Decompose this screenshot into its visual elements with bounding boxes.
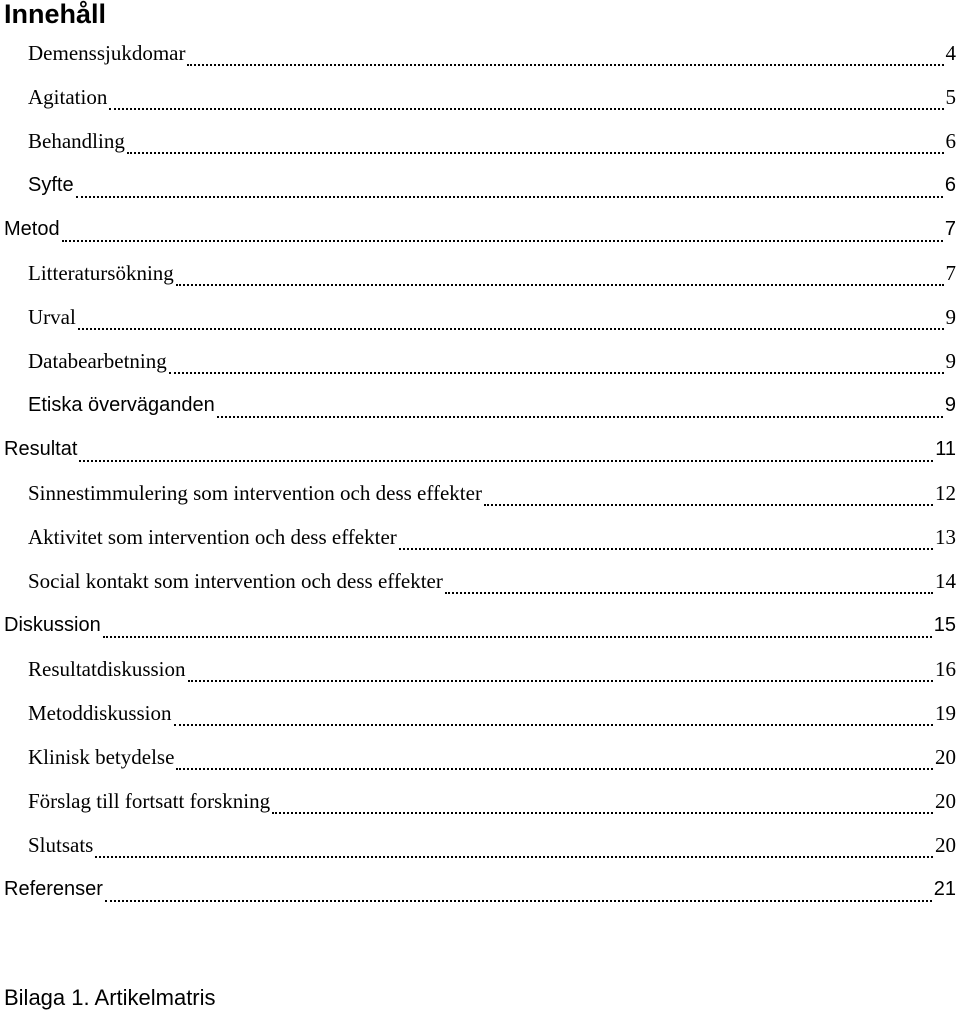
toc-entry-page-number: 13: [935, 524, 956, 549]
toc-entry[interactable]: [0, 163, 960, 207]
toc-entry-page-number: 6: [945, 128, 956, 153]
toc-dot-leader: [95, 836, 933, 858]
toc-entry[interactable]: [0, 119, 960, 163]
toc-dot-leader: [76, 176, 943, 198]
toc-entry-page-number: 20: [935, 744, 956, 769]
toc-dot-leader: [272, 792, 933, 814]
toc-entry-page-number: 11: [935, 437, 956, 460]
toc-dot-leader: [62, 220, 943, 242]
toc-entry[interactable]: [0, 515, 960, 559]
toc-entry-label: Social kontakt som intervention och dess effekter: [28, 568, 443, 593]
toc-entry[interactable]: [0, 603, 960, 647]
toc-entry-label: Aktivitet som intervention och dess effekter: [28, 524, 397, 549]
table-of-contents: [0, 31, 960, 911]
toc-dot-leader: [484, 484, 933, 506]
toc-entry-label: Sinnestimmulering som intervention och dess effekter: [28, 480, 482, 505]
toc-entry-page-number: 7: [945, 260, 956, 285]
toc-entry-label: Litteratursökning: [28, 260, 174, 285]
toc-dot-leader: [127, 132, 944, 154]
toc-dot-leader: [445, 572, 933, 594]
toc-dot-leader: [169, 352, 944, 374]
toc-entry[interactable]: [0, 427, 960, 471]
toc-entry-page-number: 15: [933, 613, 956, 636]
toc-entry-page-number: 4: [945, 40, 956, 65]
toc-entry-label: Diskussion: [4, 613, 101, 636]
toc-dot-leader: [217, 396, 943, 418]
toc-entry-page-number: 9: [945, 348, 956, 373]
toc-entry[interactable]: [0, 779, 960, 823]
toc-entry-label: Behandling: [28, 128, 125, 153]
toc-entry[interactable]: [0, 823, 960, 867]
toc-entry-label: Syfte: [28, 173, 74, 196]
toc-dot-leader: [109, 88, 943, 110]
toc-dot-leader: [103, 616, 932, 638]
page-title: Innehåll: [4, 0, 107, 29]
toc-entry-label: Etiska överväganden: [28, 393, 215, 416]
toc-dot-leader: [105, 880, 932, 902]
toc-entry-page-number: 7: [944, 217, 956, 240]
toc-dot-leader: [176, 748, 933, 770]
toc-entry-label: Metod: [4, 217, 60, 240]
toc-dot-leader: [78, 308, 944, 330]
toc-entry-label: Databearbetning: [28, 348, 167, 373]
toc-entry-label: Slutsats: [28, 832, 94, 857]
toc-entry-label: Metoddiskussion: [28, 700, 172, 725]
toc-entry-label: Resultatdiskussion: [28, 656, 186, 681]
toc-entry-page-number: 9: [945, 304, 956, 329]
toc-entry[interactable]: [0, 735, 960, 779]
toc-entry[interactable]: [0, 647, 960, 691]
toc-entry-label: Förslag till fortsatt forskning: [28, 788, 271, 813]
toc-entry[interactable]: [0, 207, 960, 251]
toc-entry-page-number: 19: [935, 700, 956, 725]
toc-entry[interactable]: [0, 339, 960, 383]
toc-entry[interactable]: [0, 471, 960, 515]
toc-dot-leader: [174, 704, 933, 726]
toc-entry-page-number: 9: [944, 393, 956, 416]
toc-entry[interactable]: [0, 559, 960, 603]
toc-entry[interactable]: [0, 251, 960, 295]
toc-entry-page-number: 16: [935, 656, 956, 681]
toc-entry-page-number: 21: [933, 877, 956, 900]
toc-entry-page-number: 20: [935, 788, 956, 813]
toc-entry[interactable]: [0, 31, 960, 75]
toc-dot-leader: [79, 440, 933, 462]
toc-entry-label: Demenssjukdomar: [28, 40, 186, 65]
toc-entry-page-number: 20: [935, 832, 956, 857]
toc-dot-leader: [176, 264, 944, 286]
toc-entry[interactable]: [0, 867, 960, 911]
toc-dot-leader: [187, 44, 943, 66]
toc-dot-leader: [399, 528, 933, 550]
toc-entry-label: Referenser: [4, 877, 103, 900]
toc-entry[interactable]: [0, 691, 960, 735]
appendix-label: Bilaga 1. Artikelmatris: [4, 985, 216, 1010]
toc-entry-label: Urval: [28, 304, 76, 329]
toc-entry-label: Agitation: [28, 84, 108, 109]
toc-entry[interactable]: [0, 383, 960, 427]
toc-entry-page-number: 6: [944, 173, 956, 196]
toc-entry[interactable]: [0, 295, 960, 339]
toc-entry-page-number: 5: [945, 84, 956, 109]
toc-entry[interactable]: [0, 75, 960, 119]
toc-entry-page-number: 14: [935, 568, 956, 593]
toc-entry-page-number: 12: [935, 480, 956, 505]
toc-entry-label: Resultat: [4, 437, 78, 460]
toc-dot-leader: [188, 660, 933, 682]
toc-entry-label: Klinisk betydelse: [28, 744, 175, 769]
